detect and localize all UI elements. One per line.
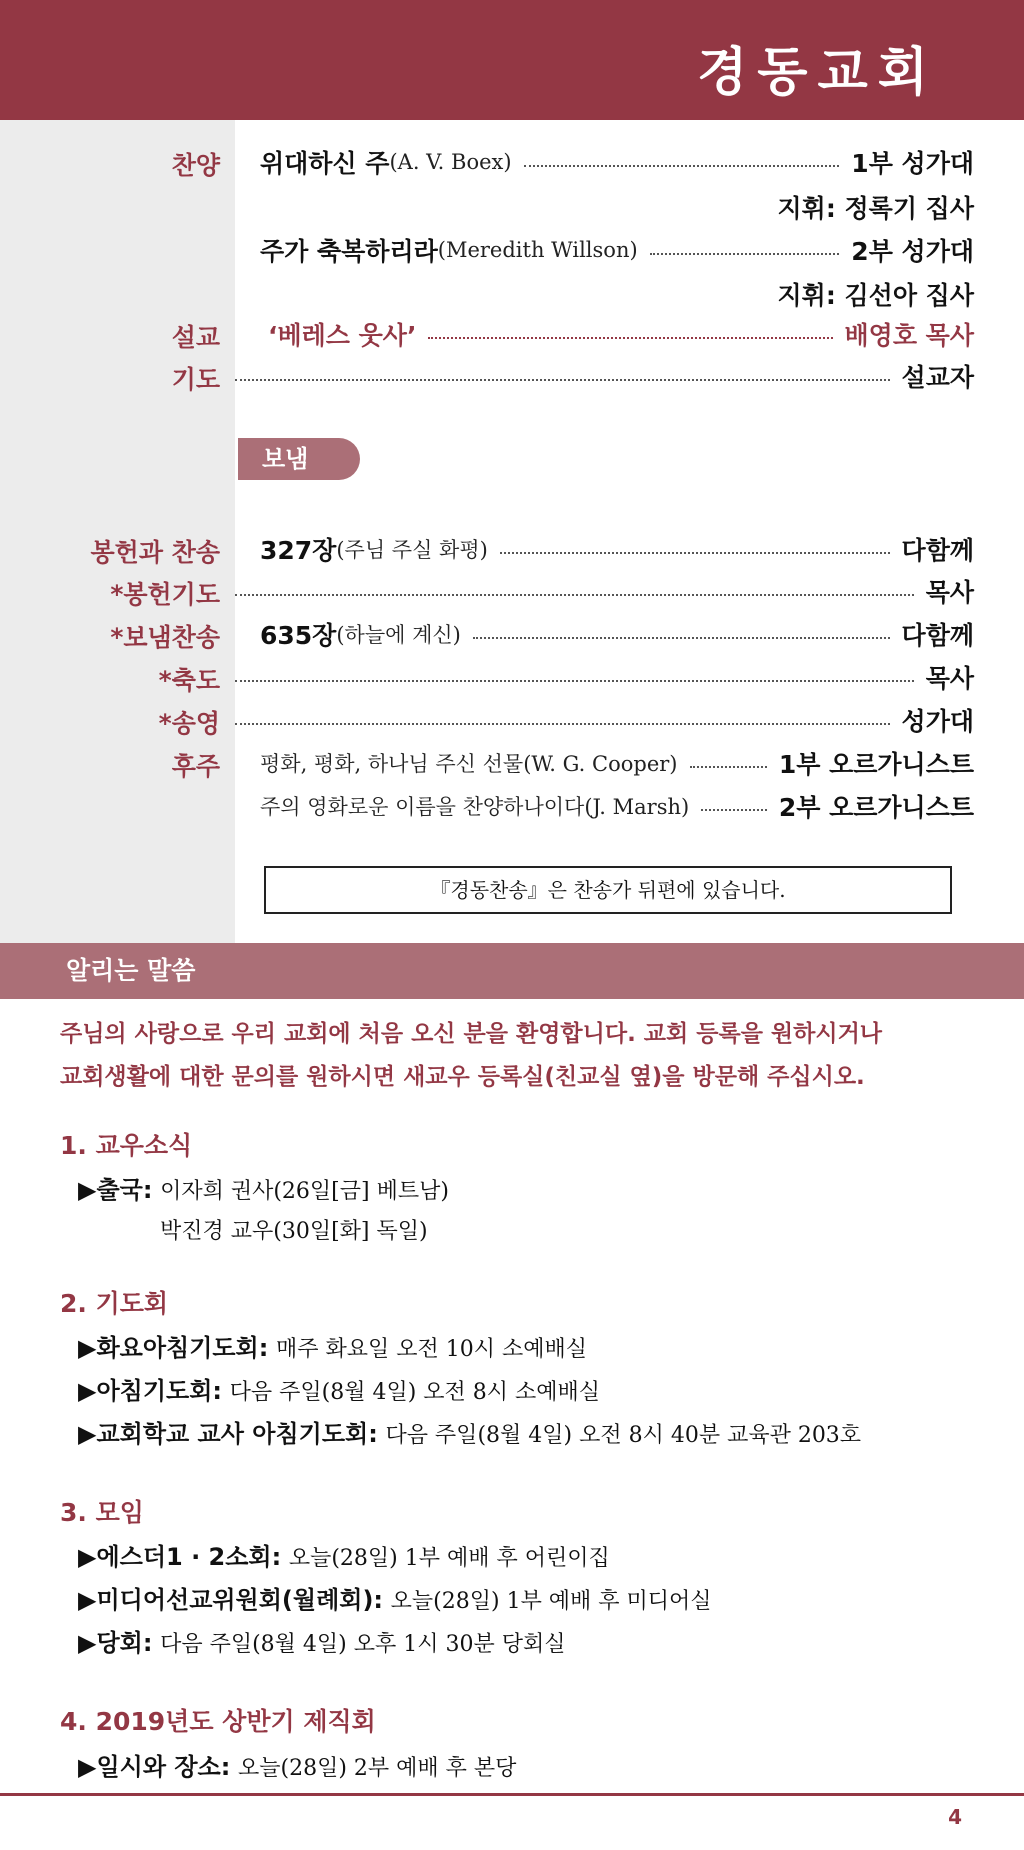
list-item	[78, 1170, 449, 1205]
leader-dots	[235, 594, 914, 596]
amen-label: *송영	[158, 709, 220, 738]
item-key: ▶일시와 장소:	[78, 1753, 231, 1781]
sermon-label: 설교	[171, 323, 220, 352]
item-value: 다음 주일(8월 4일) 오후 1시 30분 당회실	[160, 1632, 566, 1657]
sermon-line	[260, 316, 974, 352]
section-title-meetings: 3. 모임	[60, 1498, 144, 1527]
church-logo: 경동교회	[697, 42, 938, 103]
sidebar-panel	[0, 120, 235, 943]
offering-prayer-leader: 목사	[925, 578, 974, 607]
prayer-label: 기도	[171, 365, 220, 394]
anthem-title-1: 위대하신 주	[260, 149, 390, 178]
page-header	[0, 0, 1024, 120]
sending-hymn-leader: 다함께	[901, 621, 974, 650]
postlude-title-2: 주의 영화로운 이름을 찬양하나이다(J. Marsh)	[260, 795, 690, 819]
item-key: ▶교회학교 교사 아침기도회:	[78, 1420, 378, 1448]
postlude-line-2	[260, 788, 974, 824]
offering-hymn-title: (주님 주실 화평)	[336, 538, 488, 562]
item-key: ▶미디어선교위원회(월례회):	[78, 1586, 384, 1614]
benediction-line	[235, 659, 974, 695]
section-title-council: 4. 2019년도 상반기 제직회	[60, 1707, 376, 1736]
item-value: 이자희 권사(26일[금] 베트남)	[160, 1179, 449, 1204]
page-number: 4	[948, 1805, 962, 1829]
list-item	[78, 1623, 565, 1658]
item-key: ▶에스더1 · 2소회:	[78, 1543, 282, 1571]
postlude-line-1	[260, 745, 974, 781]
section-title-prayer: 2. 기도회	[60, 1289, 169, 1318]
list-item	[78, 1580, 712, 1615]
item-value: 오늘(28일) 2부 예배 후 본당	[237, 1756, 517, 1781]
leader-dots	[235, 680, 914, 682]
anthem-line-1	[260, 144, 974, 180]
sermon-preacher: 배영호 목사	[844, 321, 974, 350]
item-key: ▶당회:	[78, 1629, 153, 1657]
offering-prayer-line	[235, 573, 974, 609]
offering-leader: 다함께	[901, 536, 974, 565]
leader-dots	[500, 552, 890, 554]
leader-dots	[235, 723, 890, 725]
anthem-conductor-2: 지휘: 김선아 집사	[777, 281, 974, 310]
section-title-news: 1. 교우소식	[60, 1131, 193, 1160]
list-item	[78, 1414, 861, 1449]
announcements-banner: 알리는 말씀	[0, 943, 1024, 999]
amen-line	[235, 702, 974, 738]
sending-hymn-number: 635장	[260, 621, 337, 650]
postlude-title-1: 평화, 평화, 하나님 주신 선물(W. G. Cooper)	[260, 752, 678, 776]
postlude-organist-2: 2부 오르가니스트	[778, 793, 974, 822]
list-item-continuation: 박진경 교우(30일[화] 독일)	[160, 1219, 428, 1244]
prayer-line	[235, 358, 974, 394]
sending-section-tab: 보냄	[238, 438, 360, 480]
leader-dots	[650, 253, 840, 255]
footer-divider	[0, 1793, 1024, 1796]
item-value: 매주 화요일 오전 10시 소예배실	[275, 1337, 587, 1362]
postlude-organist-1: 1부 오르가니스트	[778, 750, 974, 779]
benediction-label: *축도	[158, 666, 220, 695]
offering-hymn-number: 327장	[260, 536, 337, 565]
postlude-label: 후주	[171, 752, 220, 781]
list-item	[78, 1328, 587, 1363]
offering-prayer-label: *봉헌기도	[110, 580, 220, 609]
item-value: 오늘(28일) 1부 예배 후 어린이집	[288, 1546, 610, 1571]
welcome-message	[60, 1013, 1000, 1099]
item-value: 오늘(28일) 1부 예배 후 미디어실	[390, 1589, 712, 1614]
list-item	[78, 1371, 600, 1406]
welcome-line-2: 교회생활에 대한 문의를 원하시면 새교우 등록실(친교실 옆)을 방문해 주십시오.	[60, 1064, 865, 1090]
item-key: ▶화요아침기도회:	[78, 1334, 269, 1362]
leader-dots	[701, 809, 767, 811]
offering-line	[260, 531, 974, 567]
sermon-title: ‘베레스 웃사’	[268, 321, 417, 350]
anthem-conductor-1: 지휘: 정록기 집사	[777, 194, 974, 223]
leader-dots	[428, 337, 832, 339]
amen-leader: 성가대	[901, 707, 974, 736]
anthem-composer-2: (Meredith Willson)	[437, 238, 638, 262]
list-item	[78, 1537, 610, 1572]
leader-dots	[690, 766, 767, 768]
benediction-leader: 목사	[925, 664, 974, 693]
sending-hymn-line	[260, 616, 974, 652]
prayer-leader: 설교자	[901, 363, 974, 392]
anthem-label: 찬양	[171, 151, 220, 180]
anthem-title-2: 주가 축복하리라	[260, 237, 438, 266]
item-key: ▶출국:	[78, 1176, 153, 1204]
anthem-choir-2: 2부 성가대	[851, 237, 974, 266]
leader-dots	[524, 165, 840, 167]
welcome-line-1: 주님의 사랑으로 우리 교회에 처음 오신 분을 환영합니다. 교회 등록을 원하시거나	[60, 1021, 883, 1047]
sending-hymn-label: *보냄찬송	[110, 623, 220, 652]
hymnal-note: 『경동찬송』은 찬송가 뒤편에 있습니다.	[264, 866, 952, 914]
item-key: ▶아침기도회:	[78, 1377, 222, 1405]
leader-dots	[473, 637, 890, 639]
list-item	[78, 1747, 516, 1782]
offering-label: 봉헌과 찬송	[90, 538, 220, 567]
item-value: 다음 주일(8월 4일) 오전 8시 40분 교육관 203호	[385, 1423, 862, 1448]
item-value: 다음 주일(8월 4일) 오전 8시 소예배실	[229, 1380, 601, 1405]
anthem-line-2	[260, 232, 974, 268]
sending-hymn-title: (하늘에 계신)	[336, 623, 461, 647]
anthem-composer-1: (A. V. Boex)	[389, 150, 512, 174]
leader-dots	[235, 379, 890, 381]
anthem-choir-1: 1부 성가대	[851, 149, 974, 178]
